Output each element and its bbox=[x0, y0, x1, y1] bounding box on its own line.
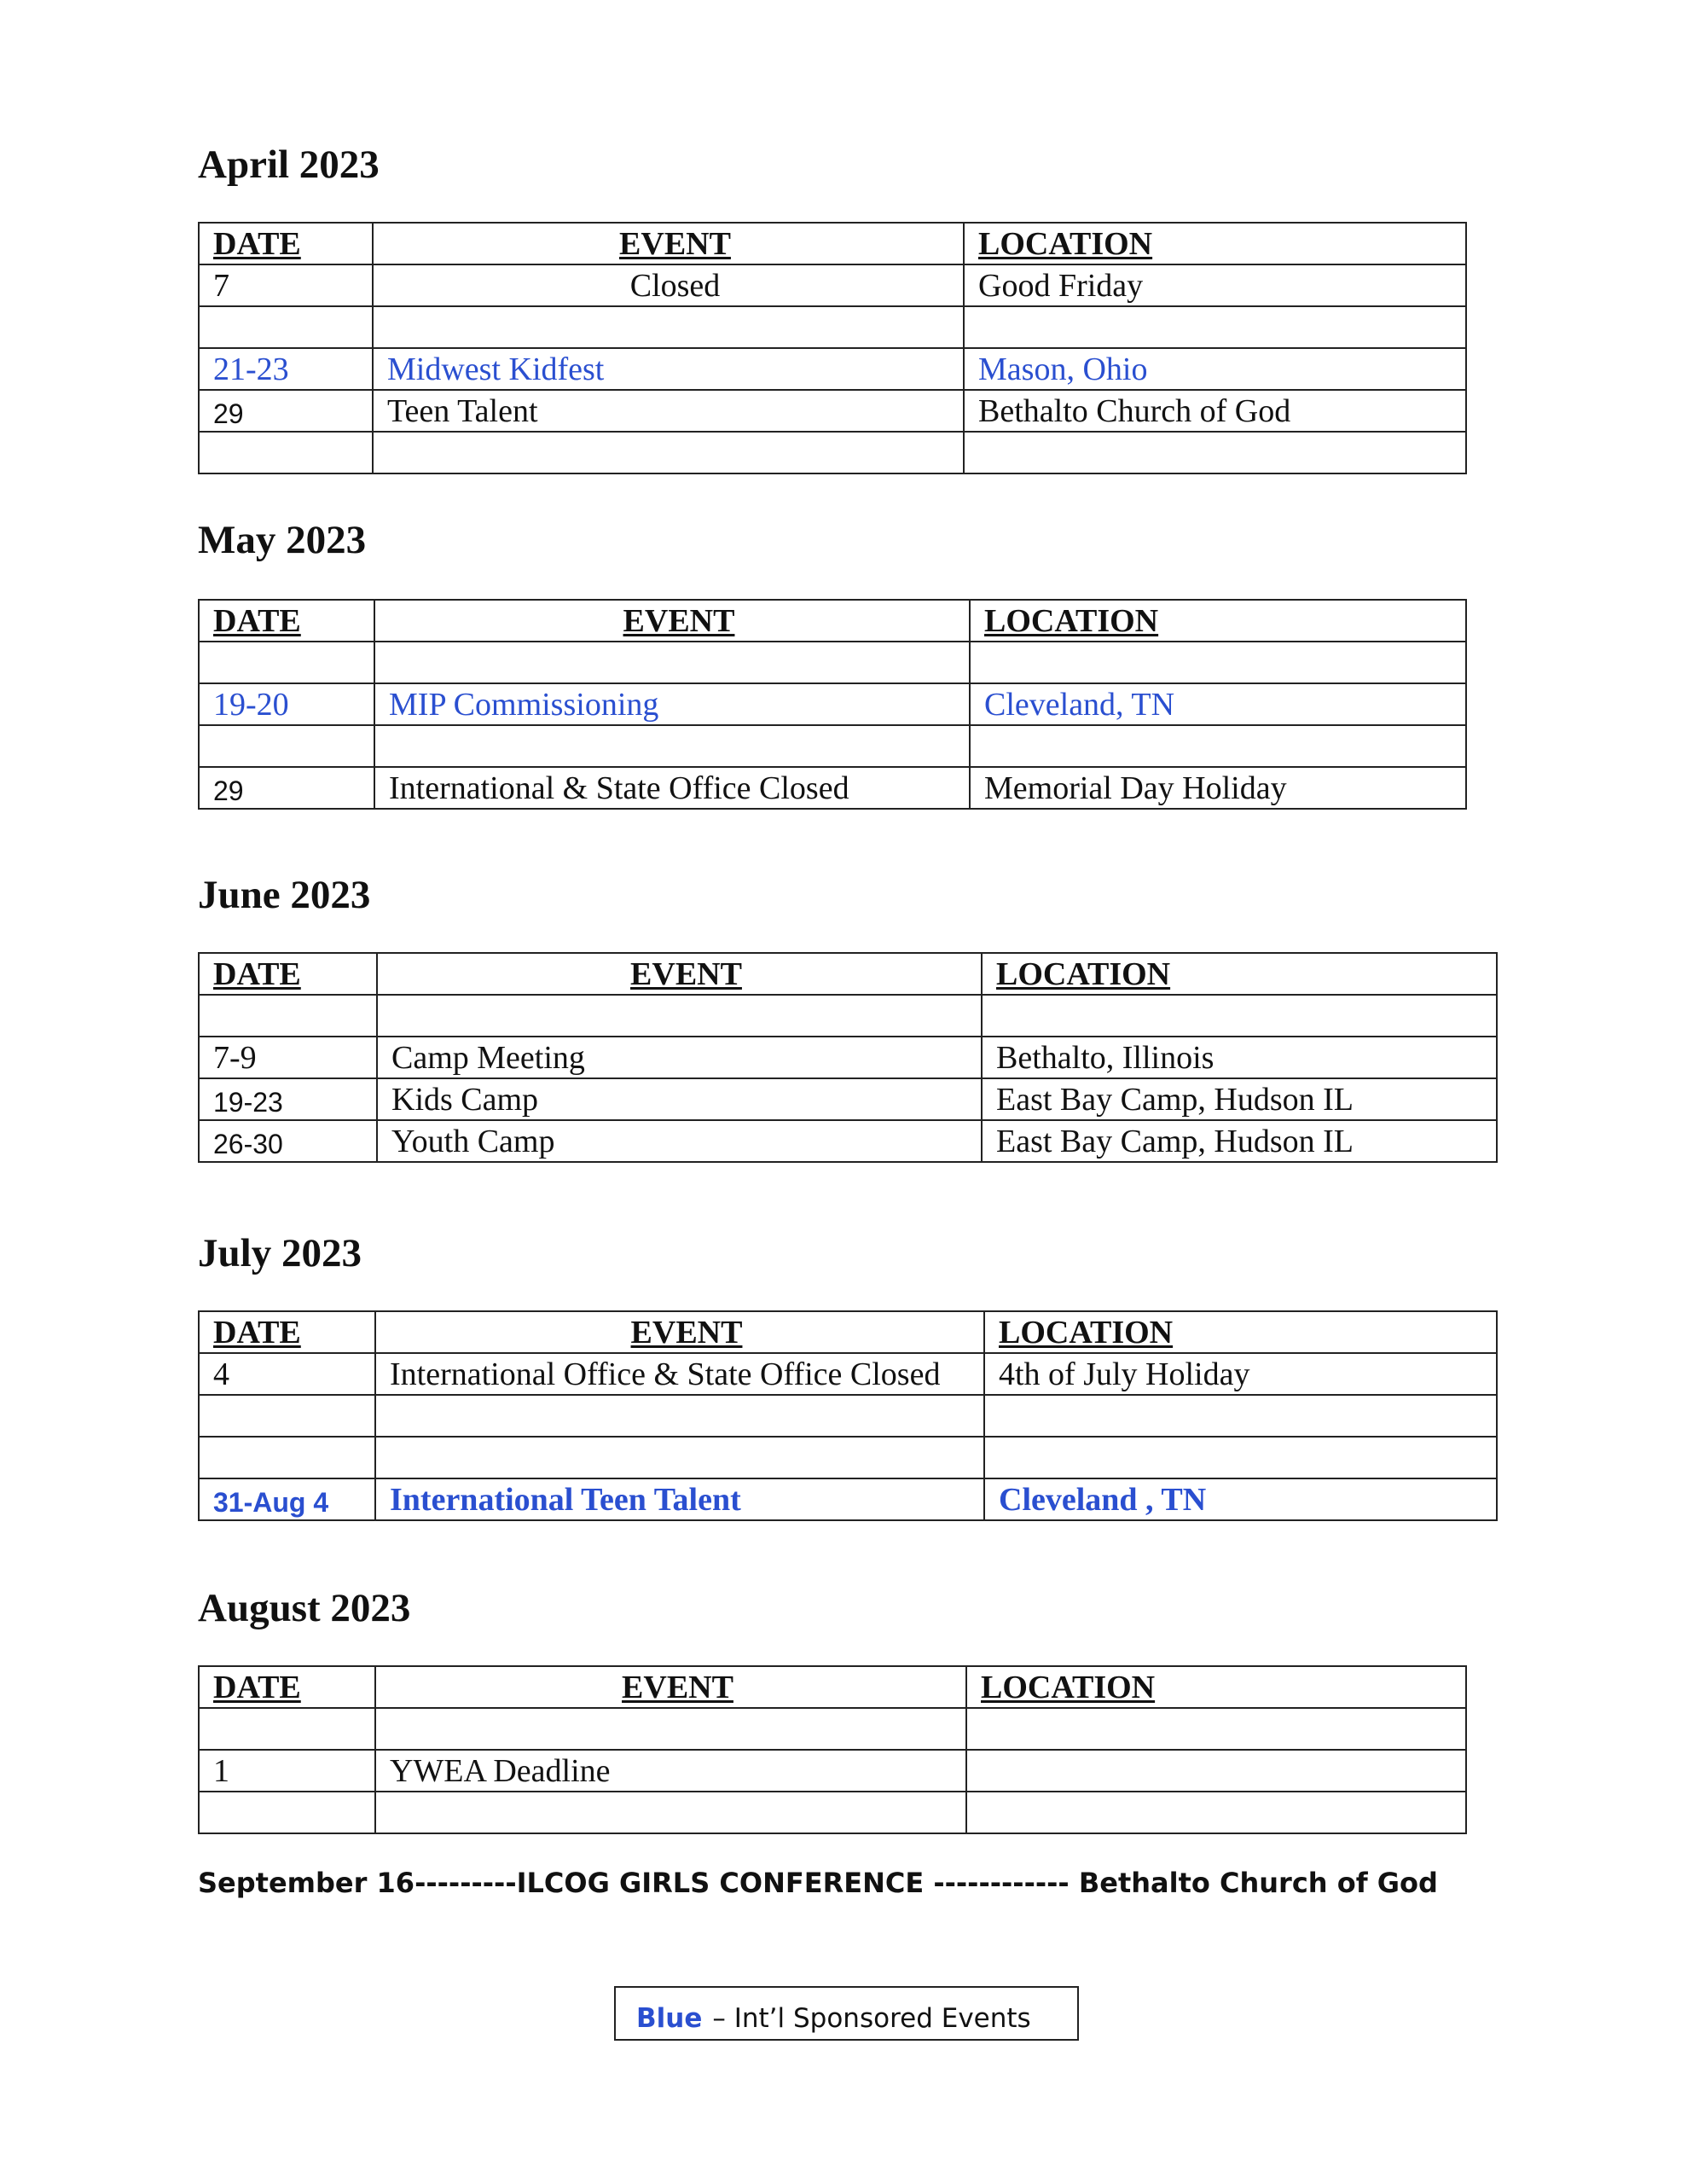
header-location: LOCATION bbox=[970, 600, 1466, 642]
header-date: DATE bbox=[199, 953, 377, 995]
table-row bbox=[199, 767, 1466, 809]
month-title: April 2023 bbox=[198, 142, 380, 187]
events-table bbox=[198, 1665, 1467, 1834]
month-section-july bbox=[198, 1231, 1250, 1518]
header-event: EVENT bbox=[375, 1311, 984, 1353]
table-row bbox=[199, 264, 1466, 306]
event-cell: International & State Office Closed bbox=[374, 767, 970, 809]
header-location: LOCATION bbox=[966, 1666, 1466, 1708]
table-row bbox=[199, 725, 1466, 767]
location-cell: 4th of July Holiday bbox=[984, 1353, 1497, 1395]
date-cell: 4 bbox=[199, 1353, 375, 1395]
event-cell: Kids Camp bbox=[377, 1078, 982, 1120]
location-cell: Cleveland, TN bbox=[970, 683, 1466, 725]
date-cell: 7 bbox=[199, 264, 373, 306]
event-cell: MIP Commissioning bbox=[374, 683, 970, 725]
date-cell bbox=[199, 1792, 375, 1833]
location-cell bbox=[966, 1792, 1466, 1833]
event-cell: Closed bbox=[373, 264, 964, 306]
header-date: DATE bbox=[199, 1666, 375, 1708]
location-cell: Memorial Day Holiday bbox=[970, 767, 1466, 809]
table-row bbox=[199, 1478, 1497, 1520]
table-row bbox=[199, 683, 1466, 725]
date-cell: 29 bbox=[199, 390, 373, 432]
date-cell bbox=[199, 642, 374, 683]
events-table bbox=[198, 599, 1467, 810]
date-cell bbox=[199, 306, 373, 348]
location-cell: Good Friday bbox=[964, 264, 1466, 306]
month-title: August 2023 bbox=[198, 1586, 411, 1630]
header-date: DATE bbox=[199, 1311, 375, 1353]
table-row bbox=[199, 1708, 1466, 1750]
date-cell: 7-9 bbox=[199, 1037, 377, 1078]
date-cell: 31-Aug 4 bbox=[199, 1478, 375, 1520]
date-cell bbox=[199, 1708, 375, 1750]
header-date: DATE bbox=[199, 223, 373, 264]
table-row bbox=[199, 1037, 1497, 1078]
event-cell bbox=[373, 432, 964, 473]
header-location: LOCATION bbox=[982, 953, 1497, 995]
legend-text: – Int’l Sponsored Events bbox=[712, 2003, 1031, 2034]
events-table bbox=[198, 222, 1467, 474]
events-table bbox=[198, 952, 1498, 1163]
date-cell bbox=[199, 725, 374, 767]
event-cell: Camp Meeting bbox=[377, 1037, 982, 1078]
events-table bbox=[198, 1310, 1498, 1521]
location-cell bbox=[964, 432, 1466, 473]
location-cell bbox=[982, 995, 1497, 1037]
table-header-row bbox=[199, 223, 1466, 264]
conference-note: September 16---------ILCOG GIRLS CONFERENCE ------------ Bethalto Church of God bbox=[198, 1867, 1438, 1899]
header-event: EVENT bbox=[377, 953, 982, 995]
date-cell bbox=[199, 432, 373, 473]
location-cell: Cleveland , TN bbox=[984, 1478, 1497, 1520]
table-row bbox=[199, 306, 1466, 348]
table-row bbox=[199, 348, 1466, 390]
month-section-june bbox=[198, 873, 1354, 1159]
header-location: LOCATION bbox=[964, 223, 1466, 264]
month-title: July 2023 bbox=[198, 1231, 362, 1275]
table-row bbox=[199, 432, 1466, 473]
date-cell: 29 bbox=[199, 767, 374, 809]
table-row bbox=[199, 1120, 1497, 1162]
event-cell bbox=[375, 1708, 966, 1750]
table-row bbox=[199, 1353, 1497, 1395]
date-cell: 21-23 bbox=[199, 348, 373, 390]
event-cell: Youth Camp bbox=[377, 1120, 982, 1162]
month-title: May 2023 bbox=[198, 518, 367, 562]
location-cell bbox=[984, 1395, 1497, 1437]
event-cell bbox=[375, 1437, 984, 1478]
location-cell bbox=[970, 725, 1466, 767]
table-row bbox=[199, 390, 1466, 432]
location-cell bbox=[966, 1750, 1466, 1792]
location-cell: Bethalto Church of God bbox=[964, 390, 1466, 432]
event-cell bbox=[375, 1395, 984, 1437]
location-cell bbox=[984, 1437, 1497, 1478]
date-cell bbox=[199, 1437, 375, 1478]
location-cell bbox=[970, 642, 1466, 683]
location-cell: Mason, Ohio bbox=[964, 348, 1466, 390]
table-header-row bbox=[199, 600, 1466, 642]
event-cell: YWEA Deadline bbox=[375, 1750, 966, 1792]
legend-key: Blue bbox=[636, 2003, 703, 2034]
table-row bbox=[199, 1395, 1497, 1437]
location-cell bbox=[966, 1708, 1466, 1750]
header-event: EVENT bbox=[374, 600, 970, 642]
month-section-august bbox=[198, 1586, 1156, 1789]
event-cell: Midwest Kidfest bbox=[373, 348, 964, 390]
location-cell bbox=[964, 306, 1466, 348]
event-cell bbox=[377, 995, 982, 1037]
date-cell bbox=[199, 995, 377, 1037]
color-legend bbox=[614, 1986, 1079, 2041]
month-title: June 2023 bbox=[198, 873, 371, 917]
header-location: LOCATION bbox=[984, 1311, 1497, 1353]
event-cell bbox=[375, 1792, 966, 1833]
table-header-row bbox=[199, 1311, 1497, 1353]
event-cell bbox=[374, 725, 970, 767]
header-date: DATE bbox=[199, 600, 374, 642]
date-cell: 26-30 bbox=[199, 1120, 377, 1162]
event-cell bbox=[374, 642, 970, 683]
table-row bbox=[199, 995, 1497, 1037]
header-event: EVENT bbox=[375, 1666, 966, 1708]
date-cell bbox=[199, 1395, 375, 1437]
location-cell: East Bay Camp, Hudson IL bbox=[982, 1078, 1497, 1120]
table-row bbox=[199, 1792, 1466, 1833]
event-cell: International Teen Talent bbox=[375, 1478, 984, 1520]
event-cell: International Office & State Office Closed bbox=[375, 1353, 984, 1395]
month-section-april bbox=[198, 142, 1291, 429]
event-cell bbox=[373, 306, 964, 348]
table-row bbox=[199, 1078, 1497, 1120]
table-row bbox=[199, 1437, 1497, 1478]
table-header-row bbox=[199, 953, 1497, 995]
location-cell: East Bay Camp, Hudson IL bbox=[982, 1120, 1497, 1162]
table-row bbox=[199, 642, 1466, 683]
location-cell: Bethalto, Illinois bbox=[982, 1037, 1497, 1078]
date-cell: 19-23 bbox=[199, 1078, 377, 1120]
date-cell: 1 bbox=[199, 1750, 375, 1792]
date-cell: 19-20 bbox=[199, 683, 374, 725]
table-row bbox=[199, 1750, 1466, 1792]
month-section-may bbox=[198, 518, 1287, 806]
header-event: EVENT bbox=[373, 223, 964, 264]
table-header-row bbox=[199, 1666, 1466, 1708]
event-cell: Teen Talent bbox=[373, 390, 964, 432]
